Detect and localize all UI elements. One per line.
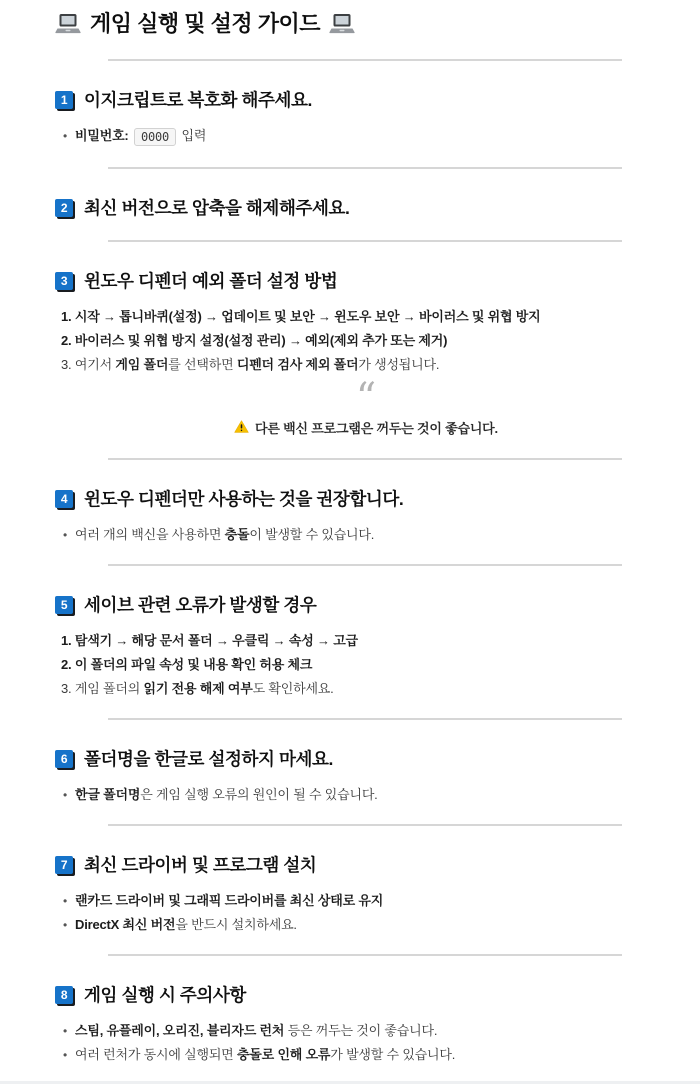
section-folder-name <box>55 748 677 803</box>
section-heading <box>55 748 677 770</box>
bullet-list <box>55 787 677 803</box>
section-heading-text: 이지크립트로 복호화 해주세요. <box>84 90 312 110</box>
section-number-badge: 1 <box>55 91 73 109</box>
section-heading-text: 최신 버전으로 압축을 해제해주세요. <box>84 198 350 218</box>
section-heading <box>55 488 677 510</box>
section-divider <box>108 954 622 956</box>
list-item: 이 폴더의 파일 속성 및 내용 확인 허용 체크 <box>74 657 313 672</box>
warning-text: 다른 백신 프로그램은 꺼두는 것이 좋습니다. <box>255 421 498 436</box>
warning-note <box>55 418 677 437</box>
section-divider <box>108 824 622 826</box>
bullet-list <box>55 1023 677 1063</box>
bullet-list <box>55 128 677 146</box>
section-divider <box>108 167 622 169</box>
list-item: • 여러 개의 백신을 사용하면 충돌이 발생할 수 있습니다. <box>61 527 677 543</box>
section-heading <box>55 854 677 876</box>
section-heading <box>55 197 677 219</box>
section-number-badge: 2 <box>55 199 73 217</box>
step-list <box>55 309 677 373</box>
section-heading <box>55 89 677 111</box>
quote-block <box>55 375 677 437</box>
bullet-list <box>55 893 677 933</box>
page-title <box>55 10 677 38</box>
bullet-list <box>55 527 677 543</box>
section-divider <box>108 564 622 566</box>
laptop-icon <box>329 13 355 35</box>
list-item: • 한글 폴더명은 게임 실행 오류의 원인이 될 수 있습니다. <box>61 787 677 803</box>
list-item: 바이러스 및 위협 방지 설정(설정 관리) → 예외(제외 추가 또는 제거) <box>74 333 448 348</box>
section-number-badge: 8 <box>55 986 73 1004</box>
section-run-cautions <box>55 984 677 1063</box>
section-drivers <box>55 854 677 933</box>
list-item: 시작 → 톱니바퀴(설정) → 업데이트 및 보안 → 윈도우 보안 → 바이러스 및 위협 방지 <box>74 309 541 324</box>
list-item: • 비밀번호: 0000 입력 <box>61 128 677 146</box>
laptop-icon <box>55 13 81 35</box>
section-heading <box>55 984 677 1006</box>
list-item: • 랜카드 드라이버 및 그래픽 드라이버를 최신 상태로 유지 <box>61 893 677 909</box>
section-heading-text: 윈도우 디펜더만 사용하는 것을 권장합니다. <box>84 489 404 509</box>
list-item: 탐색기 → 해당 문서 폴더 → 우클릭 → 속성 → 고급 <box>74 633 358 648</box>
section-number-badge: 5 <box>55 596 73 614</box>
page-title-text: 게임 실행 및 설정 가이드 <box>90 11 320 36</box>
list-item: • 여러 런처가 동시에 실행되면 충돌로 인해 오류가 발생할 수 있습니다. <box>61 1047 677 1063</box>
section-heading-text: 최신 드라이버 및 프로그램 설치 <box>84 855 317 875</box>
section-number-badge: 6 <box>55 750 73 768</box>
section-defender-exclusion <box>55 270 677 437</box>
section-number-badge: 7 <box>55 856 73 874</box>
section-divider <box>108 458 622 460</box>
section-unzip <box>55 197 677 219</box>
section-number-badge: 3 <box>55 272 73 290</box>
step-list <box>55 633 677 697</box>
quote-mark-icon: “ <box>355 375 377 421</box>
section-divider <box>108 59 622 61</box>
section-divider <box>108 240 622 242</box>
section-heading-text: 윈도우 디펜더 예외 폴더 설정 방법 <box>84 271 338 291</box>
list-item: 게임 폴더의 읽기 전용 해제 여부도 확인하세요. <box>74 681 334 696</box>
section-divider <box>108 718 622 720</box>
list-item: 여기서 게임 폴더를 선택하면 디펜더 검사 제외 폴더가 생성됩니다. <box>74 357 440 372</box>
inline-code: 0000 <box>134 128 176 146</box>
section-number-badge: 4 <box>55 490 73 508</box>
warning-icon <box>234 420 249 433</box>
list-item: • DirectX 최신 버전을 반드시 설치하세요. <box>61 917 677 933</box>
section-heading-text: 폴더명을 한글로 설정하지 마세요. <box>84 749 333 769</box>
section-decrypt <box>55 89 677 146</box>
section-defender-only <box>55 488 677 543</box>
list-item: • 스팀, 유플레이, 오리진, 블리자드 런처 등은 꺼두는 것이 좋습니다. <box>61 1023 677 1039</box>
section-heading <box>55 270 677 292</box>
section-heading <box>55 594 677 616</box>
section-heading-text: 세이브 관련 오류가 발생할 경우 <box>84 595 317 615</box>
section-heading-text: 게임 실행 시 주의사항 <box>84 985 246 1005</box>
section-save-error <box>55 594 677 697</box>
